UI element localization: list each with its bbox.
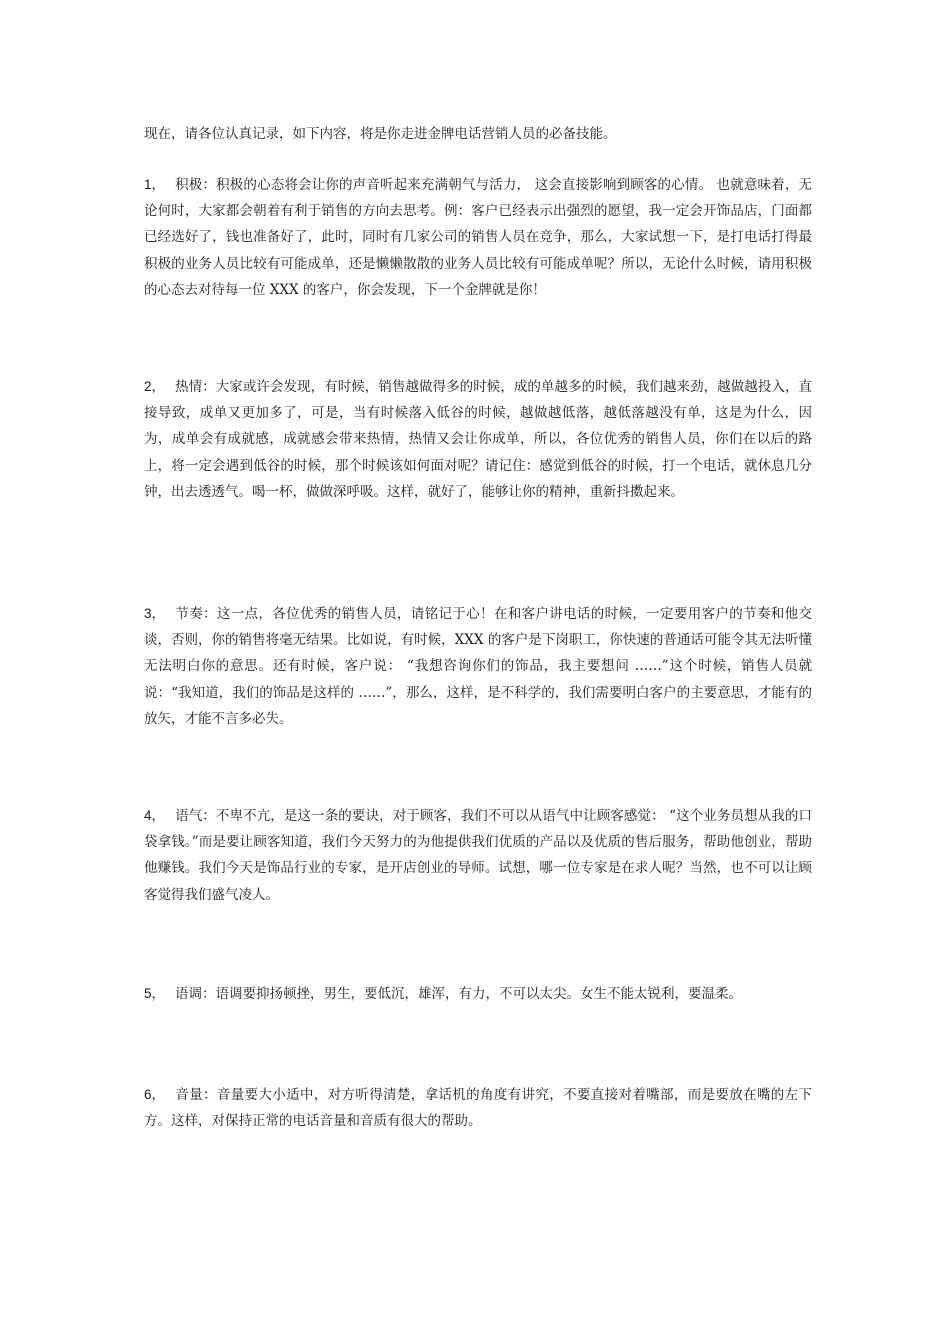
item-number: 6，	[144, 1087, 166, 1102]
item-text: 语调：语调要抑扬顿挫，男生，要低沉，雄浑，有力，不可以太尖。女生不能太锐利，要温柔。	[175, 986, 742, 1002]
item-number: 3，	[144, 606, 166, 621]
item-number: 4，	[144, 808, 166, 823]
item-text: 节奏：这一点，各位优秀的销售人员，请铭记于心！在和客户讲电话的时候，一定要用客户的节奏和他交谈，否则，你的销售将毫无结果。比如说，有时候，XXX 的客户是下岗职工，你快速的普通话可能令其无法听懂无法明白你的意思。还有时候，客户说： “我想咨询你们的饰品，我主要想问 ……”这个时候，销售人员就说：“我知道，我们的饰品是这样的 ……”，那么，这样，是不科学的，我们需要明白客户的主要意思，才能有的放矢，才能不言多必失。	[144, 606, 812, 727]
skill-item-6	[144, 1082, 812, 1134]
skill-item-3	[144, 601, 812, 732]
intro-paragraph: 现在，请各位认真记录，如下内容，将是你走进金牌电话营销人员的必备技能。	[144, 126, 617, 142]
skill-item-5	[144, 981, 812, 1007]
skill-item-4	[144, 803, 812, 908]
item-number: 2，	[144, 379, 166, 394]
skill-item-1	[144, 172, 812, 303]
skill-item-2	[144, 374, 812, 505]
item-number: 5，	[144, 986, 166, 1001]
item-number: 1，	[144, 177, 166, 192]
item-text: 热情：大家或许会发现，有时候，销售越做得多的时候，成的单越多的时候，我们越来劲，越做越投入，直接导致，成单又更加多了，可是，当有时候落入低谷的时候，越做越低落，越低落越没有单，这是为什么，因为，成单会有成就感，成就感会带来热情，热情又会让你成单，所以，各位优秀的销售人员，你们在以后的路上，将一定会遇到低谷的时候，那个时候该如何面对呢？请记住：感觉到低谷的时候，打一个电话，就休息几分钟，出去透透气。喝一杯，做做深呼吸。这样，就好了，能够让你的精神，重新抖擞起来。	[144, 379, 812, 500]
item-text: 语气：不卑不亢，是这一条的要诀，对于顾客，我们不可以从语气中让顾客感觉： “这个业务员想从我的口袋拿钱。”而是要让顾客知道，我们今天努力的为他提供我们优质的产品以及优质的售后服务，帮助他创业，帮助他赚钱。我们今天是饰品行业的专家，是开店创业的导师。试想，哪一位专家是在求人呢？当然，也不可以让顾客觉得我们盛气凌人。	[144, 808, 812, 903]
item-text: 音量：音量要大小适中，对方听得清楚，拿话机的角度有讲究，不要直接对着嘴部，而是要放在嘴的左下方。这样，对保持正常的电话音量和音质有很大的帮助。	[144, 1087, 812, 1130]
item-text: 积极：积极的心态将会让你的声音听起来充满朝气与活力， 这会直接影响到顾客的心情。 也就意味着，无论何时，大家都会朝着有利于销售的方向去思考。例：客户已经表示出强烈的愿望，我一定会开饰品店，门面都已经选好了，钱也准备好了，此时，同时有几家公司的销售人员在竞争，那么，大家试想一下，是打电话打得最积极的业务人员比较有可能成单，还是懒懒散散的业务人员比较有可能成单呢？所以，无论什么时候，请用积极的心态去对待每一位 XXX 的客户，你会发现，下一个金牌就是你！	[144, 177, 812, 298]
